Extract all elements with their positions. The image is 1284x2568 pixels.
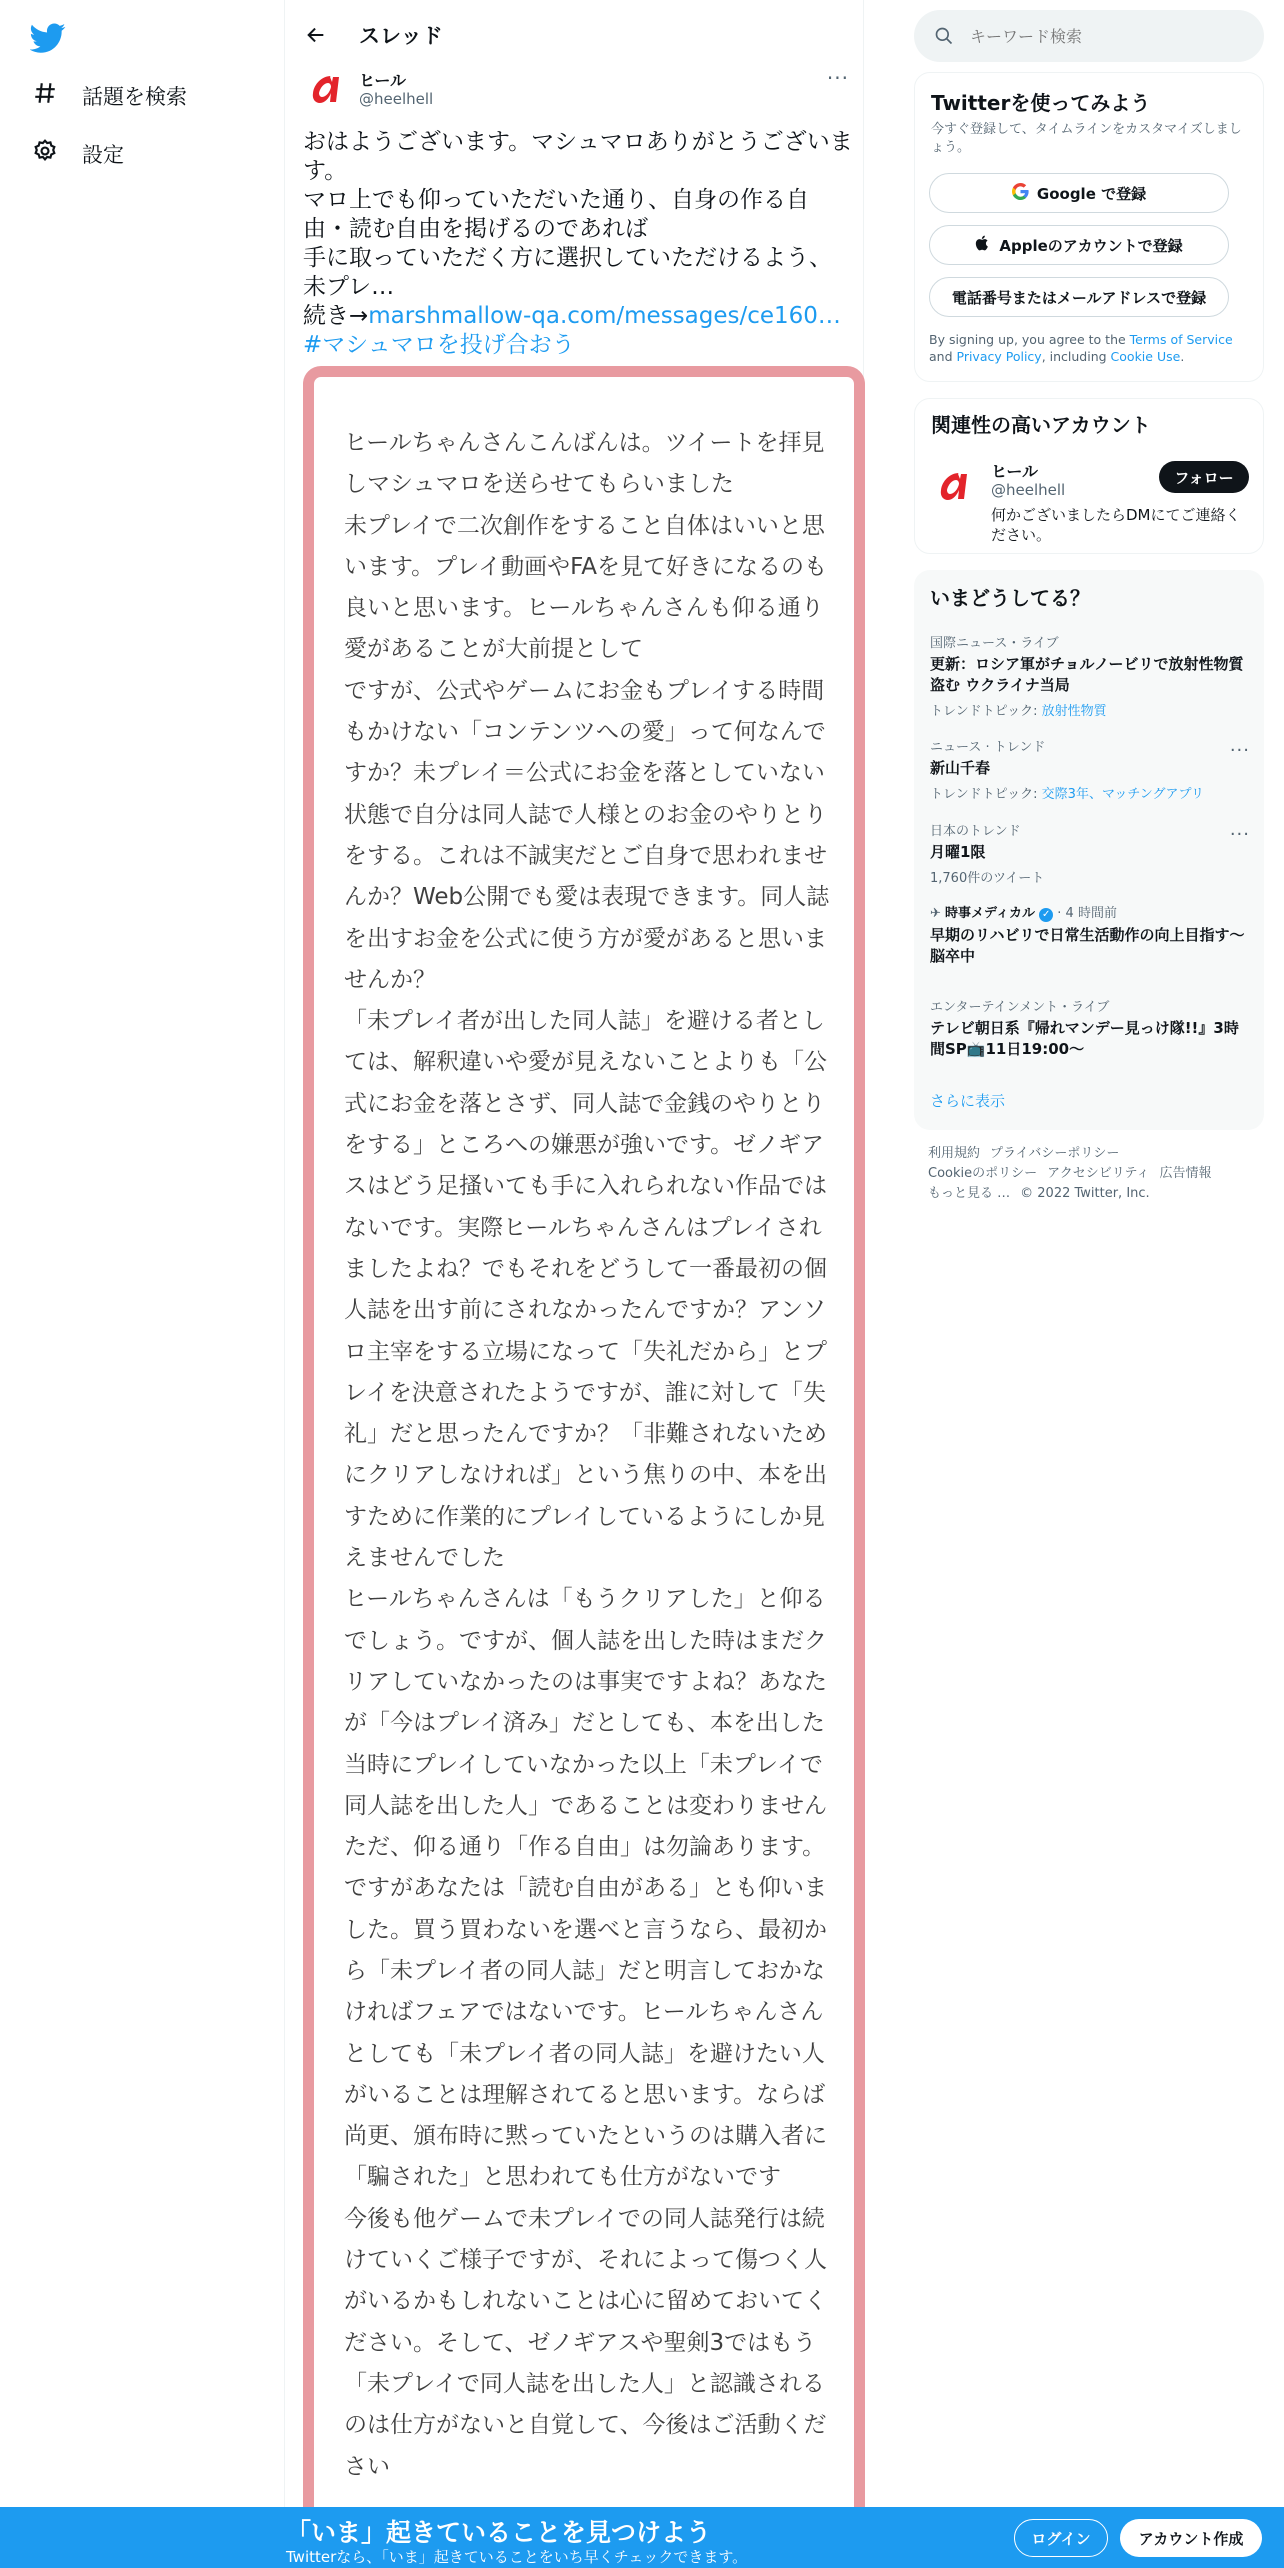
- banner-subtitle: Twitterなら、「いま」起きていることをいち早くチェックできます。: [286, 2548, 748, 2566]
- nav-explore-label: 話題を検索: [82, 84, 187, 109]
- tweet-author: [301, 66, 849, 116]
- marshmallow-link[interactable]: marshmallow-qa.com/messages/ce160…: [368, 303, 841, 329]
- marshmallow-card-image[interactable]: [303, 366, 865, 2568]
- more-options-icon[interactable]: ···: [1229, 740, 1250, 761]
- signup-legal: [929, 331, 1253, 365]
- bottom-signup-banner: [0, 2507, 1284, 2568]
- trend-meta: 国際ニュース・ライブ: [930, 636, 1059, 651]
- footer-link[interactable]: 広告情報: [1159, 1166, 1212, 1181]
- phone-signup-label: 電話番号またはメールアドレスで登録: [951, 288, 1207, 307]
- tweet-line: 手に取っていただく方に選択していただけるよう、未プレ…: [303, 245, 832, 300]
- trend-title: テレビ朝日系『帰れマンデー見っけ隊!!』3時間SP📺11日19:00〜: [930, 1019, 1239, 1058]
- message-paragraph: ヒールちゃんさんは「もうクリアした」と仰るでしょう。ですが、個人誌を出した時はまだクリアしていなかったのは事実ですよね？あなたが「今はプレイ済み」だとしても、本を出した当時にプレイしていなかった以上「未プレイで同人誌を出した人」であることは変わりません: [344, 1586, 827, 1819]
- google-signup-button[interactable]: [929, 173, 1229, 213]
- trend-sub: [930, 783, 1250, 802]
- login-button[interactable]: ログイン: [1014, 2519, 1108, 2557]
- author-name[interactable]: ヒール: [359, 71, 407, 90]
- left-nav: [0, 0, 284, 2568]
- trend-sub-prefix: トレンドトピック:: [930, 787, 1042, 802]
- related-title: 関連性の高いアカウント: [931, 413, 1151, 437]
- news-source-icon: ✈: [930, 906, 941, 921]
- privacy-link[interactable]: Privacy Policy: [956, 349, 1042, 364]
- trend-tweet-count: 1,760件のツイート: [930, 871, 1045, 886]
- apple-icon: [975, 235, 991, 255]
- related-bio: 何かございましたらDMにてご連絡ください。: [991, 506, 1241, 544]
- legal-text: .: [1180, 349, 1185, 364]
- marshmallow-message: [344, 423, 834, 2488]
- signup-title: Twitterを使ってみよう: [931, 91, 1151, 115]
- back-arrow-icon[interactable]: [299, 18, 333, 52]
- banner-title: 「いま」起きていることを見つけよう: [286, 2518, 712, 2547]
- avatar[interactable]: [301, 66, 347, 112]
- trend-title: 月曜1限: [930, 843, 986, 861]
- hashtag-icon: [32, 80, 58, 111]
- thread-header: [285, 0, 863, 70]
- trend-item[interactable]: [930, 902, 1250, 967]
- show-more-link[interactable]: さらに表示: [930, 1092, 1006, 1110]
- link-prefix: 続き→: [303, 303, 369, 329]
- tweet-body: [303, 128, 853, 360]
- google-icon: [1012, 183, 1029, 204]
- signup-panel: [914, 72, 1264, 382]
- trend-topic-link[interactable]: 交際3年、マッチングアプリ: [1041, 787, 1204, 802]
- trend-meta: 日本のトレンド: [930, 824, 1021, 839]
- trends-title: いまどうしてる？: [930, 586, 1090, 610]
- news-source: 時事メディカル: [945, 906, 1036, 921]
- related-accounts-panel: [914, 398, 1264, 554]
- message-paragraph: 「未プレイ者が出した同人誌」を避ける者としては、解釈違いや愛が見えないことよりも「公式にお金を落とさず、同人誌で金銭のやりとりをする」ところへの嫌悪が強いです。ゼノギアスはどう足搔いても手に入れられない作品ではないです。実際ヒールちゃんさんはプレイされましたよね？でもそれをどうして一番最初の個人誌を出す前にされなかったんですか？アンソロ主宰をする立場になって「失礼だから」とプレイを決意されたようですが、誰に対して「失礼」だと思ったんですか？「非難されないためにクリアしなければ」という焦りの中、本を出すために作業的にプレイしているようにしか見えませんでした: [344, 1008, 827, 1572]
- message-paragraph: ですが、公式やゲームにお金もプレイする時間もかけない「コンテンツへの愛」って何なんですか？未プレイ＝公式にお金を落としていない状態で自分は同人誌で人様とのお金のやりとりをする。これは不誠実だとご自身で思われませんか？Web公開でも愛は表現できます。同人誌を出すお金を公式に使う方が愛があると思いませんか？: [344, 677, 830, 993]
- nav-explore[interactable]: [32, 80, 187, 111]
- trend-sub-prefix: トレンドトピック:: [930, 704, 1042, 719]
- apple-signup-label: Appleのアカウントで登録: [999, 236, 1183, 255]
- thread-column: [284, 0, 864, 2568]
- footer: [928, 1144, 1258, 1204]
- trend-meta: エンターテインメント・ライブ: [930, 1000, 1110, 1015]
- message-paragraph: ただ、仰る通り「作る自由」は勿論あります。ですがあなたは「読む自由がある」とも仰いました。買う買わないを選べと言うなら、最初から「未プレイ者の同人誌」だと明言しておかなければフェアではないです。ヒールちゃんさんとしても「未プレイ者の同人誌」を避けたい人がいることは理解されてると思います。ならば尚更、頒布時に黙っていたというのは購入者に「騙された」と思われても仕方がないです: [344, 1834, 827, 2191]
- create-account-button[interactable]: アカウント作成: [1120, 2519, 1262, 2557]
- trends-panel: [914, 570, 1264, 1130]
- trend-title: 更新：ロシア軍がチョルノービリで放射性物質盗む ウクライナ当局: [930, 655, 1244, 694]
- legal-text: and: [929, 349, 957, 364]
- copyright: © 2022 Twitter, Inc.: [1020, 1186, 1150, 1201]
- apple-signup-button[interactable]: [929, 225, 1229, 265]
- nav-settings-label: 設定: [82, 142, 124, 167]
- more-options-icon[interactable]: ···: [826, 66, 849, 90]
- footer-link[interactable]: Cookieのポリシー: [928, 1166, 1038, 1181]
- avatar[interactable]: [929, 463, 975, 509]
- search-box[interactable]: [914, 10, 1264, 62]
- tweet-line: マロ上でも仰っていただいた通り、自身の作る自由・読む自由を掲げるのであれば: [303, 187, 809, 242]
- legal-text: , including: [1041, 349, 1111, 364]
- nav-settings[interactable]: [32, 138, 124, 169]
- signup-subtitle: 今すぐ登録して、タイムラインをカスタマイズしましょう。: [931, 122, 1242, 155]
- verified-badge-icon: ✓: [1039, 908, 1053, 922]
- trend-meta: [930, 902, 1250, 922]
- footer-link[interactable]: アクセシビリティ: [1047, 1166, 1150, 1181]
- related-handle[interactable]: @heelhell: [991, 481, 1066, 499]
- follow-button[interactable]: フォロー: [1159, 461, 1249, 493]
- legal-text: By signing up, you agree to the: [929, 332, 1130, 347]
- tweet-line: おはようございます。マシュマロありがとうございます。: [303, 129, 853, 184]
- terms-link[interactable]: Terms of Service: [1129, 332, 1233, 347]
- gear-icon: [32, 138, 58, 169]
- phone-signup-button[interactable]: [929, 277, 1229, 317]
- more-options-icon[interactable]: ···: [1229, 824, 1250, 845]
- footer-link[interactable]: 利用規約: [928, 1146, 981, 1161]
- message-paragraph: 未プレイで二次創作をすること自体はいいと思います。プレイ動画やFAを見て好きになるのも良いと思います。ヒールちゃんさんも仰る通り愛があることが大前提として: [344, 512, 827, 663]
- trend-sub: [930, 700, 1250, 719]
- trend-title: 新山千春: [930, 759, 991, 777]
- trend-item[interactable]: [930, 736, 1250, 802]
- news-time: · 4 時間前: [1053, 906, 1117, 921]
- related-name[interactable]: ヒール: [991, 462, 1039, 481]
- trend-item[interactable]: [930, 820, 1250, 886]
- message-paragraph: ヒールちゃんさんこんばんは。ツイートを拝見しマシュマロを送らせてもらいました: [344, 430, 825, 498]
- hashtag-link[interactable]: #マシュマロを投げ合おう: [303, 332, 575, 358]
- page-title: スレッド: [359, 24, 443, 48]
- trend-meta: ニュース · トレンド: [930, 740, 1046, 755]
- author-handle[interactable]: @heelhell: [359, 90, 434, 108]
- trend-item[interactable]: [930, 996, 1250, 1060]
- footer-link[interactable]: プライバシーポリシー: [990, 1146, 1120, 1161]
- trend-topic-link[interactable]: 放射性物質: [1041, 704, 1107, 719]
- cookie-link[interactable]: Cookie Use: [1110, 349, 1181, 364]
- trend-item[interactable]: [930, 632, 1250, 719]
- twitter-bird-icon[interactable]: [30, 20, 66, 56]
- footer-link[interactable]: もっと見る …: [928, 1186, 1011, 1201]
- message-paragraph: 今後も他ゲームで未プレイでの同人誌発行は続けていくご様子ですが、それによって傷つく人がいるかもしれないことは心に留めておいてください。そして、ゼノギアスや聖剣3ではもう「未プレイで同人誌を出した人」と認識されるのは仕方がないと自覚して、今後はご活動ください: [344, 2205, 827, 2480]
- tweet-link-line: [303, 302, 853, 331]
- trend-title: 早期のリハビリで日常生活動作の向上目指す～脳卒中: [930, 926, 1245, 965]
- google-signup-label: Google で登録: [1036, 184, 1147, 203]
- search-input[interactable]: [970, 22, 1240, 50]
